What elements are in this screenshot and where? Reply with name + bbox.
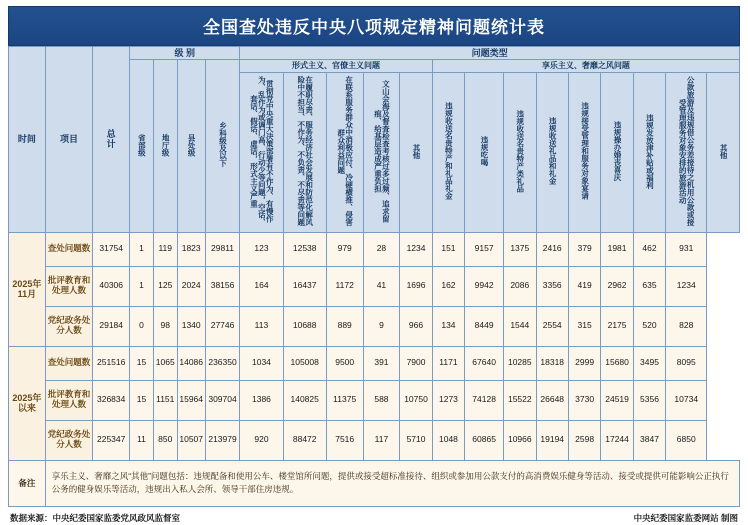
cell: 1234 [666,266,707,306]
col-hedonism-other: 其他 [707,72,740,232]
cell: 1151 [153,380,177,420]
cell: 29811 [205,232,240,266]
cell: 2086 [504,266,536,306]
cell: 1034 [240,346,283,380]
col-hedonism-4: 违规收送礼品和礼金 [536,72,568,232]
col-hedonism-5: 违规接受管理和服务对象宴请 [568,72,600,232]
table-row [9,306,740,346]
cell: 966 [400,306,432,346]
cell: 60865 [465,420,504,460]
cell: 7900 [400,346,432,380]
cell: 1981 [601,232,633,266]
period-label-2: 2025年 以来 [9,346,46,460]
cell-total: 40306 [93,266,130,306]
col-formalism-2: 在履职尽责、服务经济社会发展和防范化解风险中不担当、不作为、不负责、不尽责等问题 [283,72,326,232]
cell: 1172 [326,266,363,306]
chart-maker: 中央纪委国家监委网站 制图 [633,512,738,523]
cell: 15964 [177,380,205,420]
cell: 41 [363,266,400,306]
cell: 10734 [666,380,707,420]
data-source-label: 数据来源： [10,512,53,523]
cell: 162 [432,266,464,306]
note-row [9,460,740,506]
cell: 1065 [153,346,177,380]
cell-total: 251516 [93,346,130,380]
cell: 24519 [601,380,633,420]
cell: 7516 [326,420,363,460]
cell: 105008 [283,346,326,380]
table-body [9,232,740,506]
cell: 979 [326,232,363,266]
table-row [9,266,740,306]
cell: 140825 [283,380,326,420]
period-label-1: 2025年 11月 [9,232,46,346]
cell: 27746 [205,306,240,346]
statistics-table [8,46,740,507]
cell: 2999 [568,346,600,380]
cell: 6850 [666,420,707,460]
cell: 151 [432,232,464,266]
col-level-province: 省部级 [130,60,154,232]
cell: 309704 [205,380,240,420]
cell: 9942 [465,266,504,306]
cell: 119 [153,232,177,266]
group-hedonism: 享乐主义、奢靡之风问题 [432,60,739,72]
cell: 164 [240,266,283,306]
table-row [9,420,740,460]
cell: 117 [363,420,400,460]
cell: 931 [666,232,707,266]
cell: 16437 [283,266,326,306]
cell: 8449 [465,306,504,346]
cell: 419 [568,266,600,306]
cell: 2962 [601,266,633,306]
cell: 1340 [177,306,205,346]
col-hedonism-7: 违规发放津补贴或福利 [633,72,665,232]
col-time: 时间 [9,47,46,233]
col-formalism-4: 文山会海及督查检查考核过多过频、追求留痕、给基层造成严重负担 [363,72,400,232]
cell: 9 [363,306,400,346]
cell: 1823 [177,232,205,266]
cell: 134 [432,306,464,346]
cell: 462 [633,232,665,266]
col-hedonism-8: 公款旅游及违规借公务差接待之机用公款或接受管理服务对象安排的旅游活动 [666,72,707,232]
cell: 236350 [205,346,240,380]
cell: 1375 [504,232,536,266]
row-label: 党纪政务处分人数 [45,420,93,460]
cell: 3730 [568,380,600,420]
cell: 1171 [432,346,464,380]
cell: 38156 [205,266,240,306]
group-level: 级 别 [130,47,240,60]
cell: 5710 [400,420,432,460]
header-row-1 [9,47,740,60]
cell: 8095 [666,346,707,380]
cell-total: 326834 [93,380,130,420]
cell: 1696 [400,266,432,306]
col-formalism-1: 贯彻党中央重大决策部署有不作为、有慢作为、乱作为或调门高、行动少等问题，空话、套话、假话、虚话，形式主义严重 [240,72,283,232]
note-text: 享乐主义、奢靡之风“其他”问题包括：违规配备和使用公车、楼堂馆所问题，提供或接受超标准接待、组织或参加用公款支付的高消费娱乐健身等活动、接受或提供可能影响公正执行公务的健身娱乐等活动，违规出入私人会所、领导干部住房违规。 [45,460,739,506]
cell: 28 [363,232,400,266]
cell: 889 [326,306,363,346]
cell: 3495 [633,346,665,380]
data-source [10,512,180,524]
page-title: 全国查处违反中央八项规定精神问题统计表 [8,6,740,46]
col-level-prefecture: 地厅级 [153,60,177,232]
cell: 15 [130,380,154,420]
cell: 10688 [283,306,326,346]
cell: 9500 [326,346,363,380]
row-label: 查处问题数 [45,232,93,266]
col-level-township: 乡科级及以下 [205,60,240,232]
cell: 18318 [536,346,568,380]
cell: 828 [666,306,707,346]
col-hedonism-6: 违规操办婚丧喜庆 [601,72,633,232]
group-formalism: 形式主义、官僚主义问题 [240,60,432,72]
group-problem-type: 问题类型 [240,47,740,60]
cell: 11 [130,420,154,460]
cell: 520 [633,306,665,346]
cell: 15680 [601,346,633,380]
cell: 123 [240,232,283,266]
cell: 11375 [326,380,363,420]
col-hedonism-3: 违规收送名贵特产类礼品 [504,72,536,232]
table-row [9,232,740,266]
cell: 19194 [536,420,568,460]
row-label: 党纪政务处分人数 [45,306,93,346]
cell: 1544 [504,306,536,346]
cell: 1 [130,266,154,306]
cell: 3847 [633,420,665,460]
cell: 10285 [504,346,536,380]
col-item: 项目 [45,47,93,233]
cell: 379 [568,232,600,266]
cell: 15522 [504,380,536,420]
cell: 2416 [536,232,568,266]
cell: 125 [153,266,177,306]
cell: 88472 [283,420,326,460]
cell: 74128 [465,380,504,420]
cell: 9157 [465,232,504,266]
row-label: 批评教育和处理人数 [45,380,93,420]
col-total: 总 计 [93,47,130,233]
cell-total: 31754 [93,232,130,266]
table-row [9,346,740,380]
note-label: 备注 [9,460,46,506]
cell: 12538 [283,232,326,266]
cell: 10507 [177,420,205,460]
cell-total: 29184 [93,306,130,346]
cell: 1 [130,232,154,266]
cell-total: 225347 [93,420,130,460]
cell: 1048 [432,420,464,460]
cell: 1234 [400,232,432,266]
col-formalism-other: 其他 [400,72,432,232]
cell: 2598 [568,420,600,460]
cell: 26648 [536,380,568,420]
cell: 850 [153,420,177,460]
col-formalism-3: 在联系服务群众中消极应付、冷硬横推、侵害群众利益问题 [326,72,363,232]
cell: 5356 [633,380,665,420]
footer [8,507,740,524]
cell: 15 [130,346,154,380]
cell: 0 [130,306,154,346]
cell: 67640 [465,346,504,380]
cell: 920 [240,420,283,460]
cell: 10966 [504,420,536,460]
row-label: 查处问题数 [45,346,93,380]
cell: 2554 [536,306,568,346]
cell: 588 [363,380,400,420]
cell: 3356 [536,266,568,306]
table-row [9,380,740,420]
cell: 1386 [240,380,283,420]
cell: 391 [363,346,400,380]
row-label: 批评教育和处理人数 [45,266,93,306]
cell: 17244 [601,420,633,460]
data-source-value: 中央纪委国家监委党风政风监督室 [52,512,181,523]
cell: 213979 [205,420,240,460]
col-hedonism-2: 违规吃喝 [465,72,504,232]
cell: 1273 [432,380,464,420]
col-level-county: 县处级 [177,60,205,232]
cell: 14086 [177,346,205,380]
cell: 315 [568,306,600,346]
cell: 113 [240,306,283,346]
cell: 10750 [400,380,432,420]
col-hedonism-1: 违规收送名贵特产和礼品礼金 [432,72,464,232]
cell: 2175 [601,306,633,346]
cell: 98 [153,306,177,346]
cell: 2024 [177,266,205,306]
cell: 635 [633,266,665,306]
